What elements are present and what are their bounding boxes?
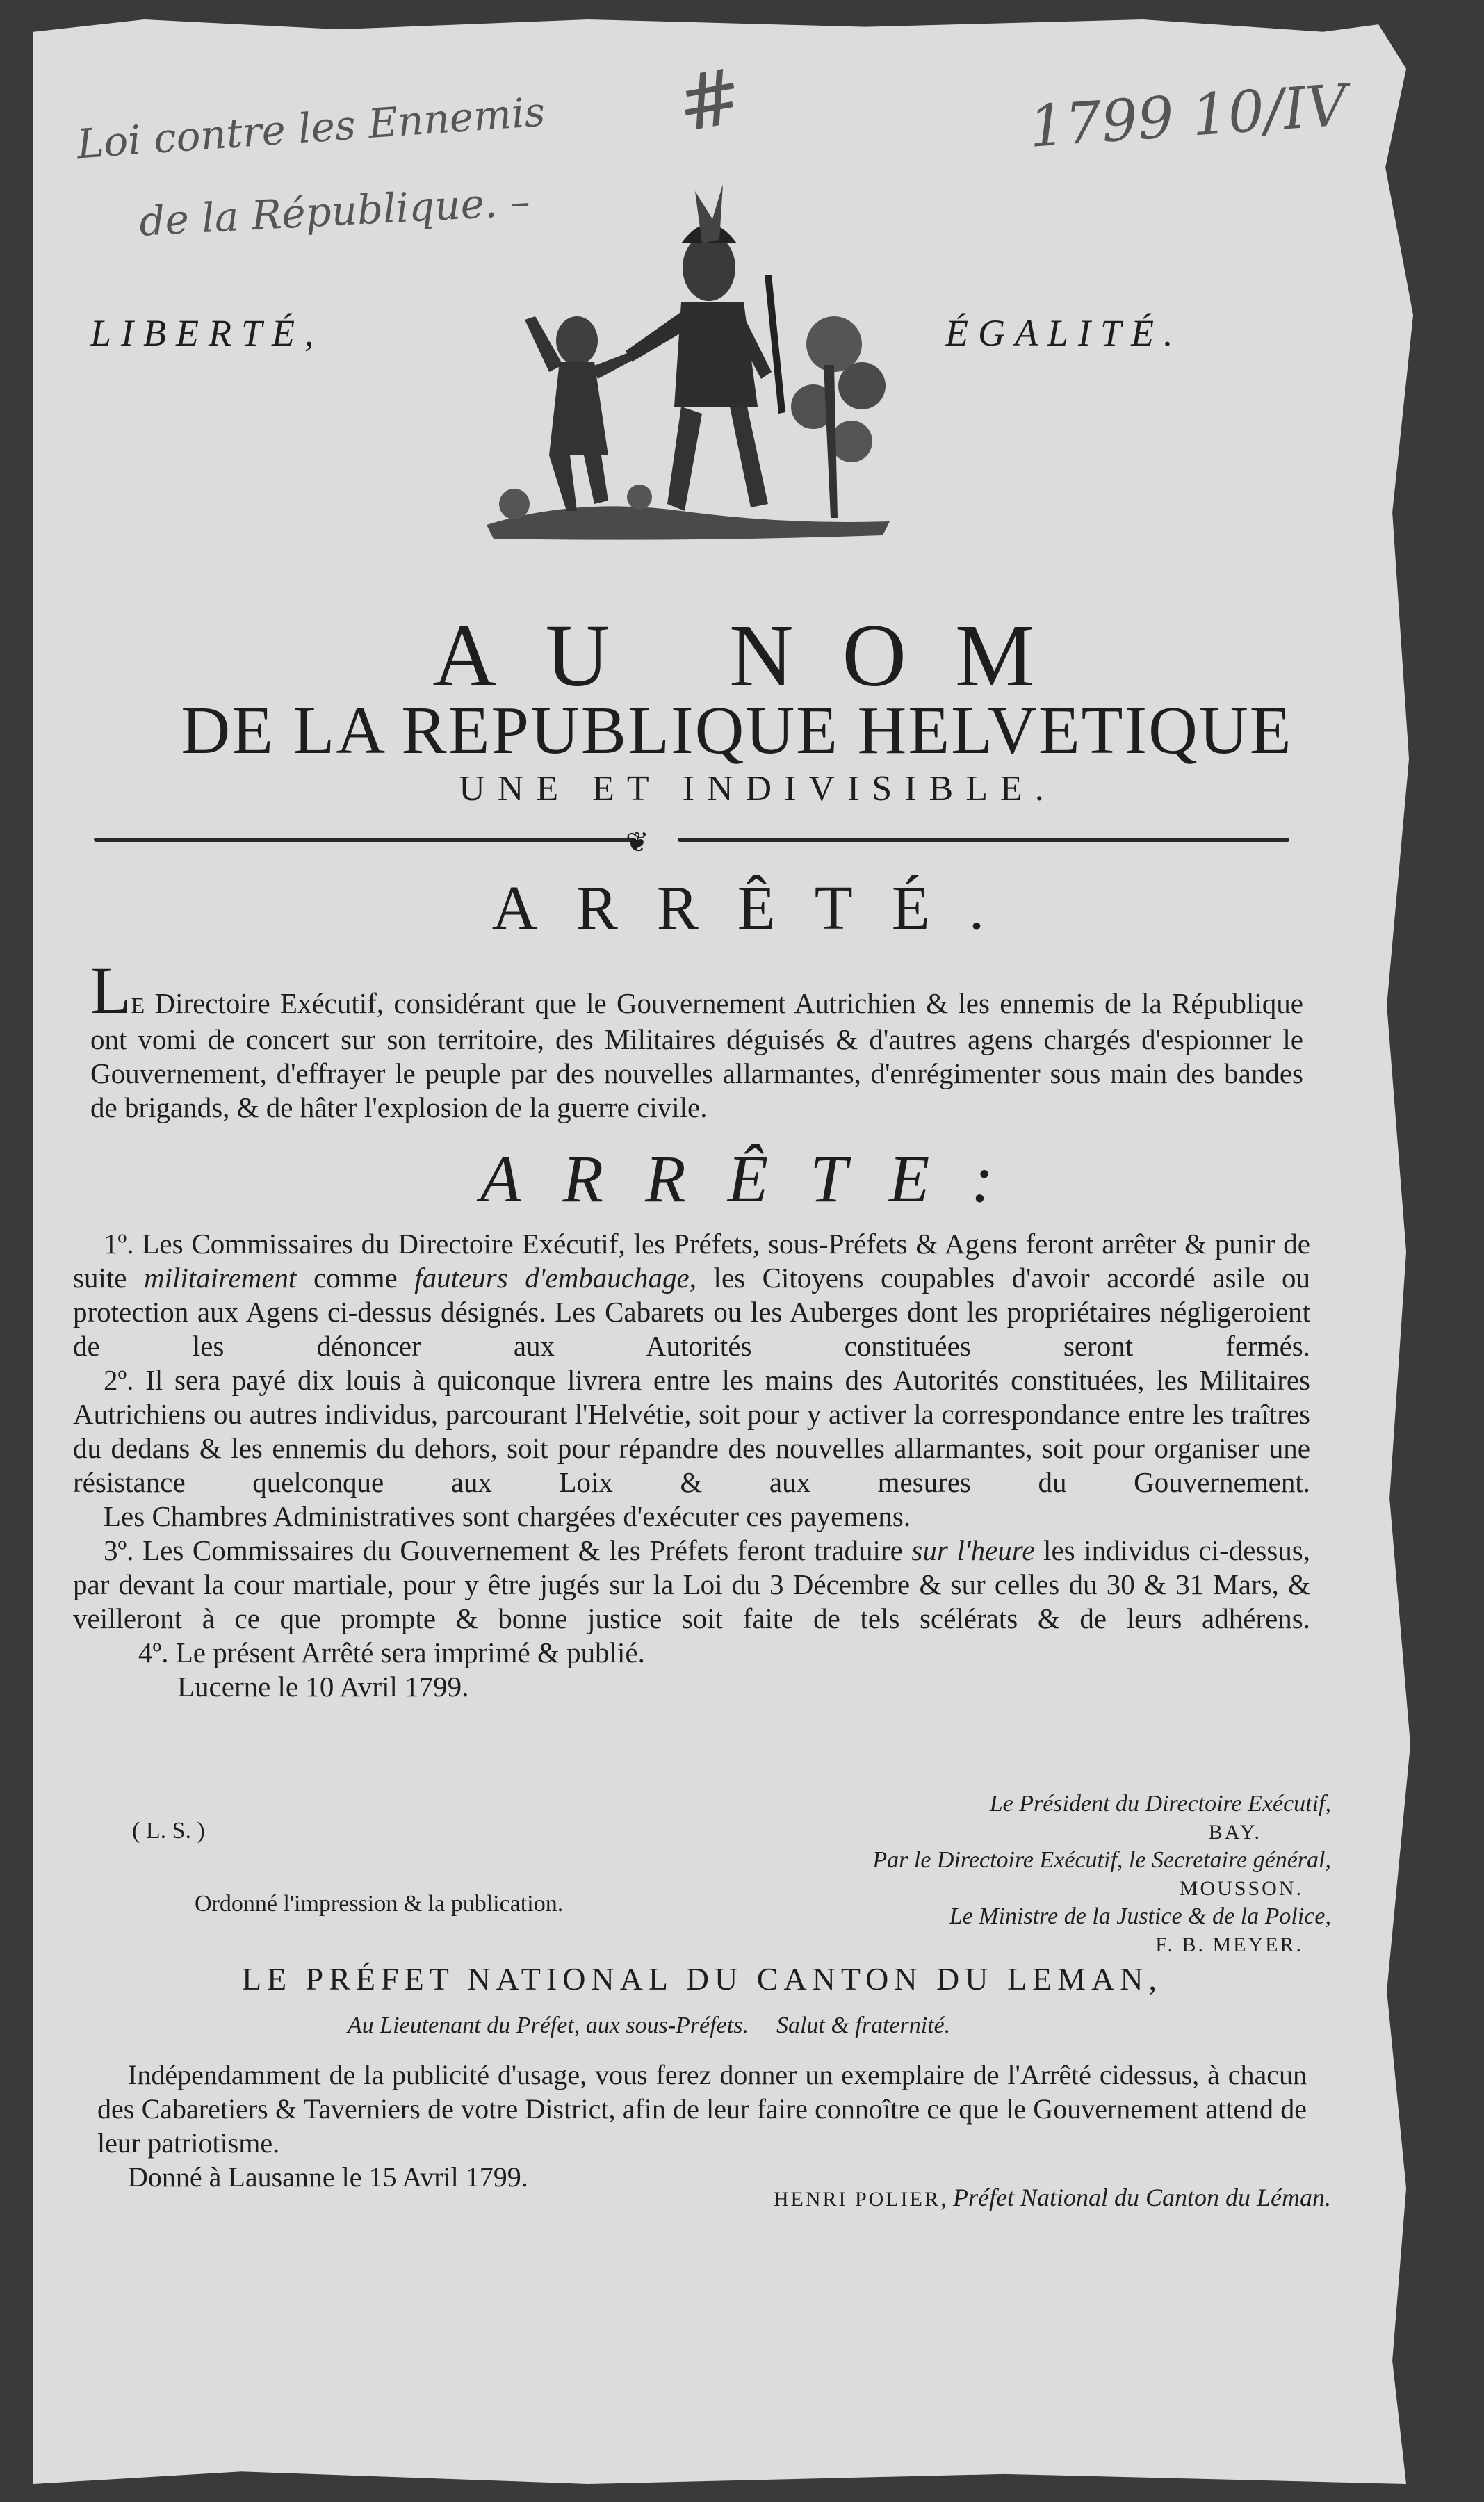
archive-number: 1799 10/IV — [1027, 72, 1350, 161]
woodcut-illustration — [473, 177, 897, 546]
articles — [73, 1227, 1310, 1704]
handwritten-note-line1: Loi contre les Ennemis — [75, 88, 547, 168]
title-une-indivisible: UNE ET INDIVISIBLE. — [459, 769, 1057, 809]
seal-ls: ( L. S. ) — [132, 1818, 205, 1844]
minister-title: Le Ministre de la Justice & de la Police, — [949, 1903, 1331, 1929]
article-3: 3º. Les Commissaires du Gouvernement & les Préfets feront traduire sur l'heure les individus ci-dessus, par devant la cour martiale, pour y être jugés sur la Loi du 3 Décembre & sur celles du 30 & 31 Mars, & veilleront à ce que prompte & bonne justice soit faite de tels scélérats & de leurs adhérens. — [73, 1534, 1311, 1634]
prefet-title: LE PRÉFET NATIONAL DU CANTON DU LEMAN, — [241, 1961, 1163, 1997]
ornamental-rule-left — [94, 838, 636, 842]
drop-cap: L — [90, 953, 131, 1027]
article-4: 4º. Le présent Arrêté sera imprimé & publié. — [138, 1636, 645, 1668]
signature-block — [695, 1790, 1331, 1959]
preamble — [90, 953, 1303, 1125]
dateline-lausanne: Donné à Lausanne le 15 Avril 1799. — [128, 2161, 528, 2193]
president-name: BAY. — [1208, 1821, 1262, 1844]
title-republique: DE LA REPUBLIQUE HELVETIQUE — [181, 693, 1293, 768]
article-1: 1º. Les Commissaires du Directoire Exécutif, les Préfets, sous-Préfets & Agens feront arrêter & punir de suite militairement comme fauteurs d'embauchage, les Citoyens coupables d'avoir accordé asile ou protection aux Agens ci-dessus désignés. Les Cabarets ou les Auberges dont les propriétaires négligeroient de les dénoncer aux Autorités constituées seront fermés. — [73, 1228, 1310, 1362]
ornamental-rule-right — [678, 838, 1289, 842]
handwritten-mark: # — [670, 50, 749, 150]
president-title: Le Président du Directoire Exécutif, — [989, 1791, 1331, 1817]
minister-name: F. B. MEYER. — [1155, 1933, 1303, 1956]
motto-right: ÉGALITÉ. — [945, 312, 1183, 354]
heading-arrete: ARRÊTÉ. — [491, 874, 1024, 943]
ordonne-impression: Ordonné l'impression & la publication. — [195, 1891, 564, 1917]
secretary-title: Par le Directoire Exécutif, le Secretaire général, — [872, 1847, 1331, 1873]
article-2: 2º. Il sera payé dix louis à quiconque livrera entre les mains des Autorités constituées, les Militaires Autrichiens ou autres individus, parcourant l'Helvétie, soit pour y activer la correspondance entre les traîtres du dedans & les ennemis du dehors, soit pour répandre des nouvelles allarmantes, soit pour organiser une résistance quelconque aux Loix & aux mesures du Gouvernement. — [73, 1364, 1310, 1498]
prefet-address: Au Lieutenant du Préfet, aux sous-Préfets. Salut & fraternité. — [348, 2013, 951, 2038]
small-cap: E — [131, 993, 145, 1018]
secretary-name: MOUSSON. — [1179, 1877, 1303, 1900]
rule-ornament: ❦ — [626, 827, 649, 858]
prefet-body — [97, 2058, 1307, 2194]
preamble-text: Directoire Exécutif, considérant que le Gouvernement Autrichien & les ennemis de la République ont vomi de concert sur son territoire, des Militaires déguisés & d'autres agens chargés d'espionner le Gouvernement, d'effrayer le peuple par des nouvelles allarmantes, d'enrégimenter sous main des bandes de brigands, & de hâter l'explosion de la guerre civile. — [90, 987, 1303, 1123]
motto-left: LIBERTÉ, — [90, 312, 324, 354]
prefet-signature: HENRI POLIER, Préfet National du Canton du Léman. — [773, 2184, 1331, 2211]
prefet-text: Indépendamment de la publicité d'usage, vous ferez donner un exemplaire de l'Arrêté cidessus, à chacun des Cabaretiers & Taverniers de votre District, afin de leur faire connoître ce que le Gouvernement attend de leur patriotisme. — [97, 2059, 1307, 2159]
heading-arrete-italic: ARRÊTE: — [480, 1142, 1036, 1216]
dateline-lucerne: Lucerne le 10 Avril 1799. — [177, 1671, 469, 1703]
title-au-nom: AU NOM — [432, 606, 1083, 705]
article-2b: Les Chambres Administratives sont chargées d'exécuter ces payemens. — [104, 1500, 911, 1532]
handwritten-note-line2: de la République. – — [138, 177, 532, 245]
